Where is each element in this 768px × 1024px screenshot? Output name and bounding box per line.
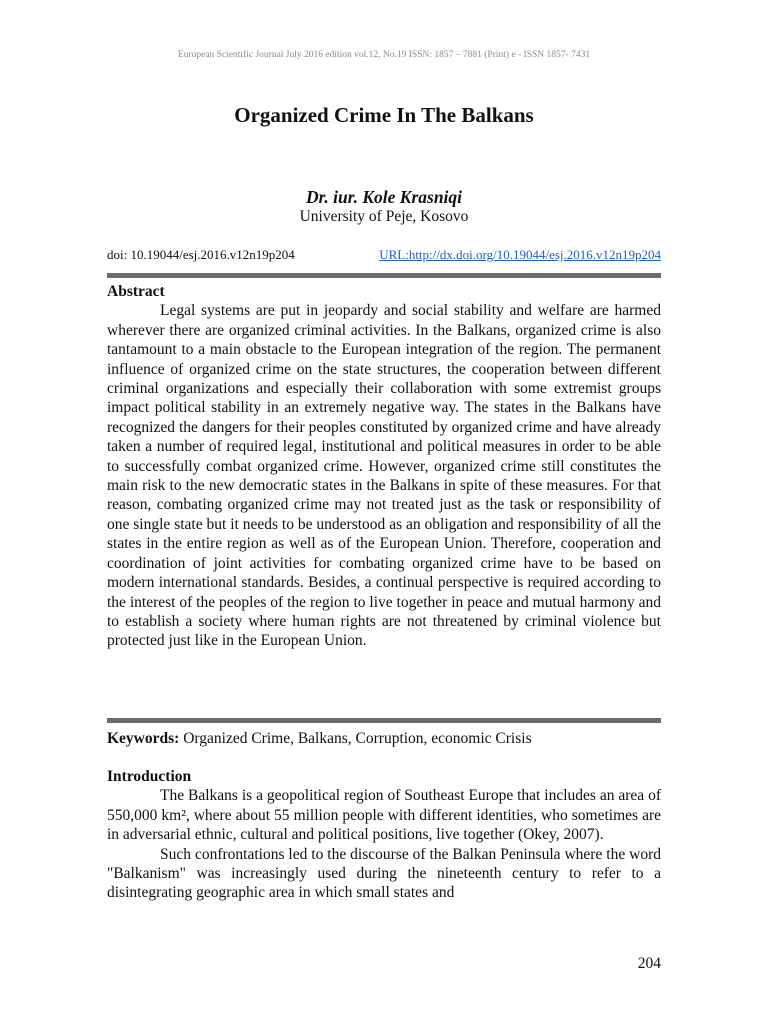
keywords-list: Organized Crime, Balkans, Corruption, economic Crisis [183, 730, 532, 747]
abstract-paragraph: Legal systems are put in jeopardy and social stability and welfare are harmed wherever there are organized criminal activities. In the Balkans, organized crime is also tantamount to a main obstacle to the European integration of the region. The permanent influence of organized crime on the state structures, the cooperation between different criminal organizations and especially their collaboration with some extremist groups impact political stability in an extremely negative way. The states in the Balkans have recognized the dangers for their peoples constituted by organized crime and have already taken a number of required legal, institutional and political measures in order to be able to successfully combat organized crime. However, organized crime still constitutes the main risk to the new democratic states in the Balkans in spite of these measures. For that reason, combating organized crime may not treated just as the task or responsibility of one single state but it needs to be understood as an obligation and responsibility of all the states in the entire region as well as of the European Union. Therefore, cooperation and coordination of joint activities for combating organized crime have to be based on modern international standards. Besides, a continual perspective is required according to the interest of the peoples of the region to live together in peace and mutual harmony and to establish a society where human rights are not threatened by criminal violence but protected just like in the European Union. [107, 302, 661, 650]
introduction-paragraph-1: The Balkans is a geopolitical region of Southeast Europe that includes an area of 550,000 km², where about 55 million people with different identities, who sometimes are in adversarial ethnic, cultural and political positions, live together (Okey, 2007). [107, 787, 661, 844]
abstract-section [107, 282, 661, 651]
introduction-section [107, 767, 661, 903]
running-header: European Scientific Journal July 2016 edition vol.12, No.19 ISSN: 1857 – 7881 (Print) e - ISSN 1857- 7431 [177, 50, 591, 60]
doi-line [107, 247, 661, 263]
abstract-top-rule [107, 273, 661, 278]
keywords-section [107, 729, 661, 748]
article-title: Organized Crime In The Balkans [234, 103, 534, 127]
author-name: Dr. iur. Kole Krasniqi [305, 187, 463, 207]
keywords-label: Keywords: [107, 730, 180, 747]
doi-text: doi: 10.19044/esj.2016.v12n19p204 [107, 247, 295, 262]
page-number: 204 [637, 955, 661, 972]
author-affiliation: University of Peje, Kosovo [299, 208, 469, 225]
doi-url-link[interactable]: URL:http://dx.doi.org/10.19044/esj.2016.v12n19p204 [379, 247, 661, 262]
introduction-heading: Introduction [107, 768, 192, 785]
abstract-bottom-rule [107, 718, 661, 723]
abstract-heading: Abstract [107, 283, 165, 300]
introduction-paragraph-2: Such confrontations led to the discourse of the Balkan Peninsula where the word "Balkanism" was increasingly used during the nineteenth century to refer to a disintegrating geographic area in which small states and [107, 845, 661, 902]
